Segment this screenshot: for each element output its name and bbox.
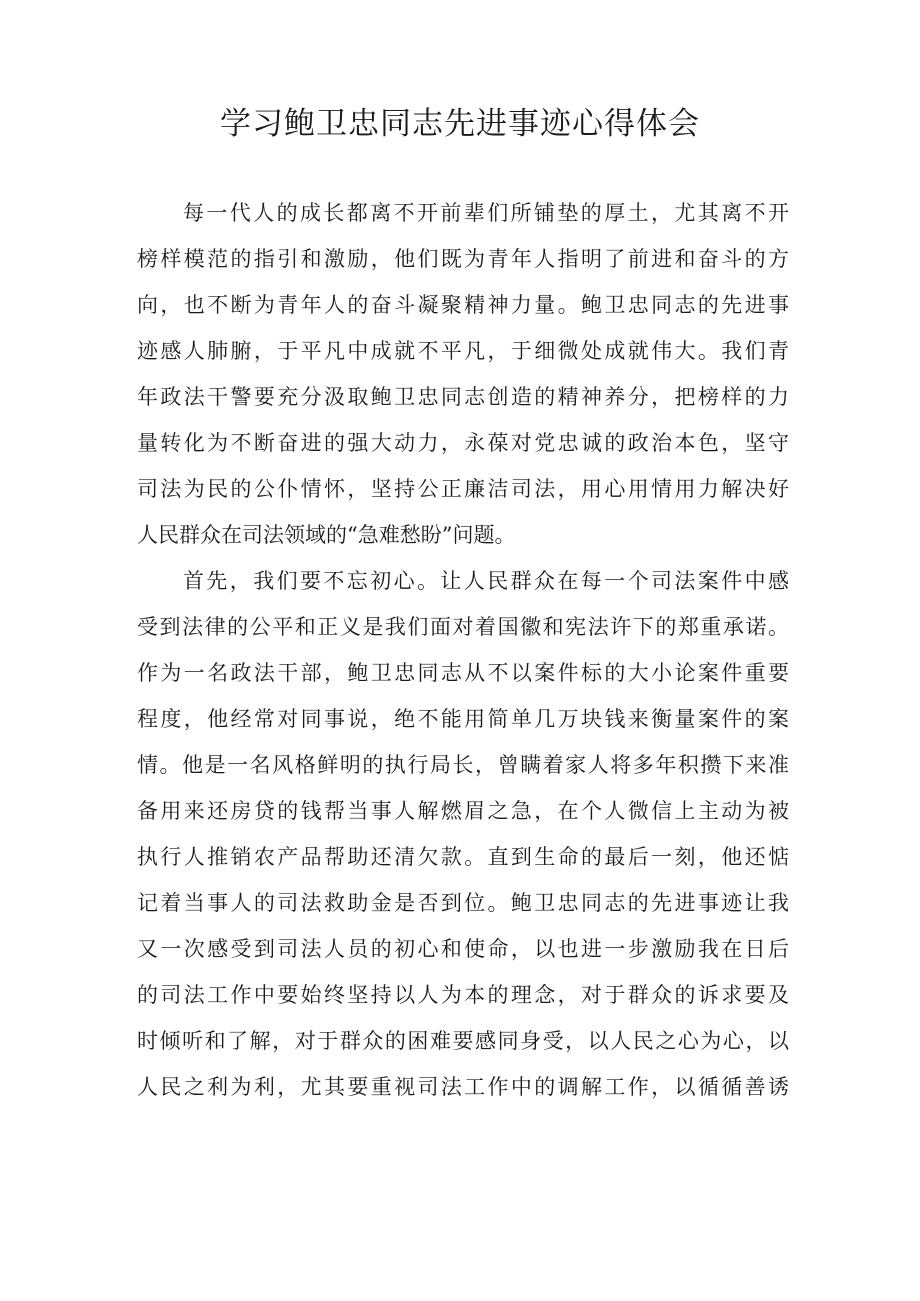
paragraph-line: 年政法干警要充分汲取鲍卫忠同志创造的精神养分，把榜样的力 (137, 385, 789, 409)
paragraph-1 (137, 190, 789, 558)
paragraph-line: 量转化为不断奋进的强大动力，永葆对党忠诚的政治本色，坚守 (137, 431, 789, 455)
paragraph-line: 每一代人的成长都离不开前辈们所铺垫的厚土，尤其离不开 (183, 201, 789, 225)
paragraph-2 (137, 558, 789, 1110)
paragraph-line: 备用来还房贷的钱帮当事人解燃眉之急，在个人微信上主动为被 (137, 799, 789, 823)
paragraph-line: 受到法律的公平和正义是我们面对着国徽和宪法许下的郑重承诺。 (137, 615, 789, 639)
paragraph-line: 作为一名政法干部，鲍卫忠同志从不以案件标的大小论案件重要 (137, 661, 789, 685)
paragraph-line: 的司法工作中要始终坚持以人为本的理念，对于群众的诉求要及 (137, 983, 789, 1007)
paragraph-line: 人民之利为利，尤其要重视司法工作中的调解工作，以循循善诱 (137, 1075, 789, 1099)
paragraph-line: 人民群众在司法领域的“急难愁盼”问题。 (137, 523, 516, 547)
paragraph-line: 情。他是一名风格鲜明的执行局长，曾瞒着家人将多年积攒下来准 (137, 753, 789, 777)
paragraph-line: 记着当事人的司法救助金是否到位。鲍卫忠同志的先进事迹让我 (137, 891, 789, 915)
paragraph-line: 首先，我们要不忘初心。让人民群众在每一个司法案件中感 (183, 569, 789, 593)
paragraph-line: 程度，他经常对同事说，绝不能用简单几万块钱来衡量案件的案 (137, 707, 789, 731)
paragraph-line: 向，也不断为青年人的奋斗凝聚精神力量。鲍卫忠同志的先进事 (137, 293, 789, 317)
paragraph-line: 司法为民的公仆情怀，坚持公正廉洁司法，用心用情用力解决好 (137, 477, 789, 501)
paragraph-line: 时倾听和了解，对于群众的困难要感同身受，以人民之心为心，以 (137, 1029, 789, 1053)
document-title: 学习鲍卫忠同志先进事迹心得体会 (220, 106, 700, 142)
paragraph-line: 榜样模范的指引和激励，他们既为青年人指明了前进和奋斗的方 (137, 247, 789, 271)
paragraph-line: 迹感人肺腑，于平凡中成就不平凡，于细微处成就伟大。我们青 (137, 339, 789, 363)
document-body (137, 190, 789, 1110)
paragraph-line: 又一次感受到司法人员的初心和使命，以也进一步激励我在日后 (137, 937, 789, 961)
paragraph-line: 执行人推销农产品帮助还清欠款。直到生命的最后一刻，他还惦 (137, 845, 789, 869)
